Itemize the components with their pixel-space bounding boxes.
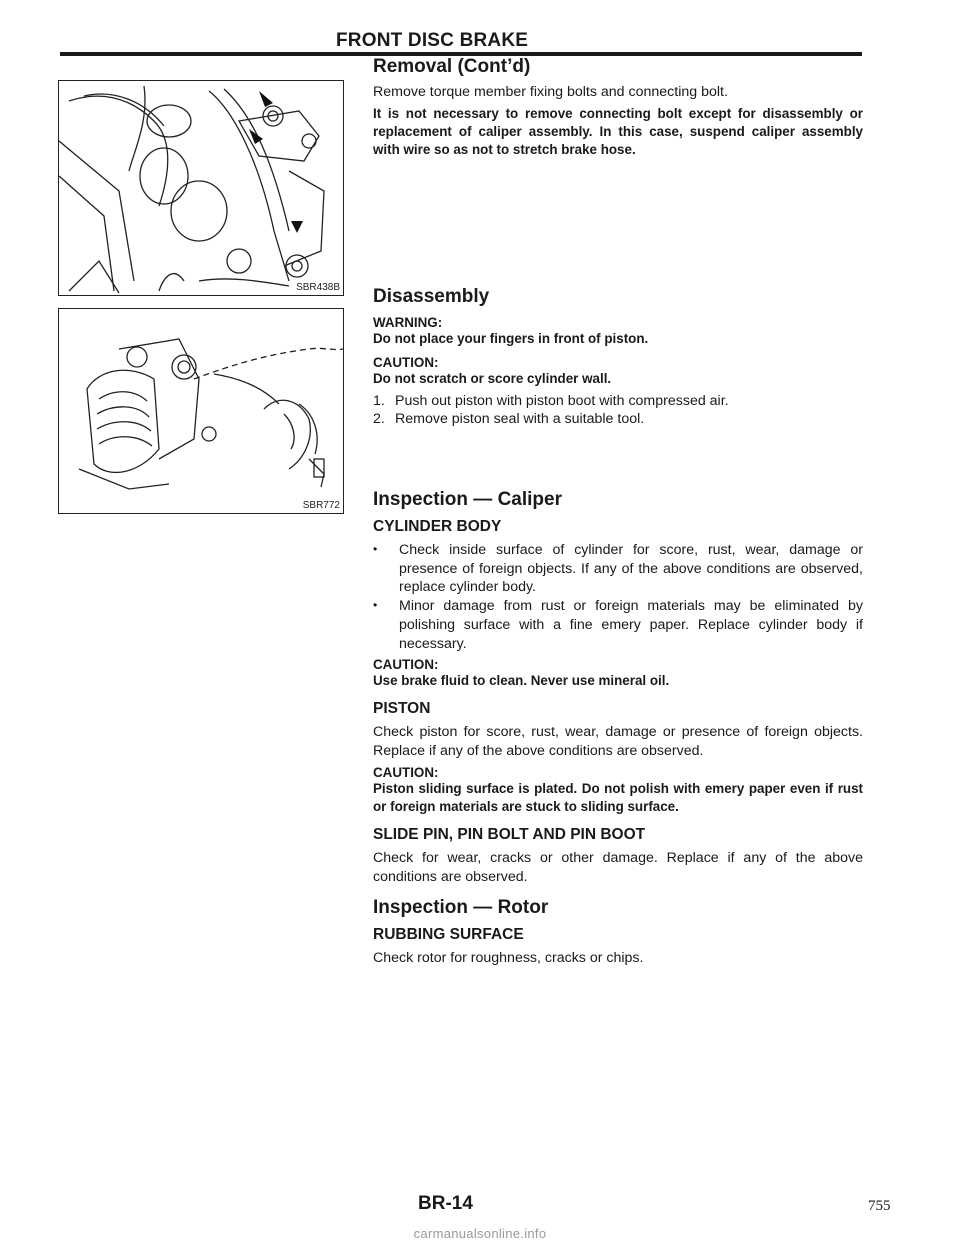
list-item (373, 392, 863, 411)
step-number: 1. (373, 392, 385, 409)
content-column (373, 56, 863, 967)
caution-label: CAUTION: (373, 657, 439, 673)
disassembly-title: Disassembly (373, 286, 490, 308)
inspection-caliper-title: Inspection — Caliper (373, 488, 562, 510)
figure-piston-removal (58, 308, 344, 514)
list-item (373, 410, 863, 429)
caution-text: Use brake fluid to clean. Never use mineral oil. (373, 673, 670, 689)
rubbing-surface-title: RUBBING SURFACE (373, 925, 524, 943)
rubbing-surface-text: Check rotor for roughness, cracks or chips. (373, 949, 644, 966)
caliper-removal-illustration (59, 81, 344, 296)
slide-pin-text: Check for wear, cracks or other damage. Replace if any of the above conditions are observed. (373, 850, 863, 886)
figure-caliper-removal (58, 80, 344, 296)
bullet-icon: • (373, 541, 378, 556)
step-number: 2. (373, 411, 385, 428)
inspection-rotor-title: Inspection — Rotor (373, 896, 549, 918)
page-code: BR-14 (418, 1193, 473, 1214)
caution-text: Do not scratch or score cylinder wall. (373, 371, 612, 387)
step-text: Remove piston seal with a suitable tool. (395, 411, 645, 428)
piston-removal-illustration (59, 309, 344, 514)
warning-text: Do not place your fingers in front of piston. (373, 331, 649, 347)
cylinder-body-title: CYLINDER BODY (373, 517, 502, 535)
figure-code: SBR772 (302, 500, 340, 511)
list-item (373, 541, 863, 597)
bullet-icon: • (373, 598, 378, 613)
caution-label: CAUTION: (373, 764, 439, 780)
figure-code: SBR438B (296, 282, 340, 293)
page-title: FRONT DISC BRAKE (336, 30, 529, 51)
slide-pin-title: SLIDE PIN, PIN BOLT AND PIN BOOT (373, 826, 646, 844)
removal-intro: Remove torque member fixing bolts and connecting bolt. (373, 83, 728, 100)
watermark: carmanualsonline.info (413, 1226, 547, 1241)
warning-label: WARNING: (373, 315, 443, 331)
bullet-text: Check inside surface of cylinder for score, rust, wear, damage or presence of foreign objects. If any of the above conditions are observed, replace cylinder body. (399, 541, 863, 596)
caution-text: Piston sliding surface is plated. Do not polish with emery paper even if rust or foreign materials are stuck to sliding surface. (373, 780, 863, 815)
bullet-text: Minor damage from rust or foreign materials may be eliminated by polishing surface with a fine emery paper. Replace cylinder body if necessary. (399, 598, 863, 652)
caution-label: CAUTION: (373, 355, 439, 371)
piston-text: Check piston for score, rust, wear, damage or presence of foreign objects. Replace if any of the above conditions are observed. (373, 724, 863, 760)
removal-title: Removal (Cont’d) (373, 56, 531, 77)
step-text: Push out piston with piston boot with compressed air. (395, 392, 729, 409)
piston-title: PISTON (373, 700, 431, 718)
page-number: 755 (868, 1198, 891, 1214)
list-item (373, 597, 863, 653)
removal-note: It is not necessary to remove connecting bolt except for disassembly or replacement of caliper assembly. In this case, suspend caliper assembly with wire so as not to stretch brake hose. (373, 105, 863, 158)
